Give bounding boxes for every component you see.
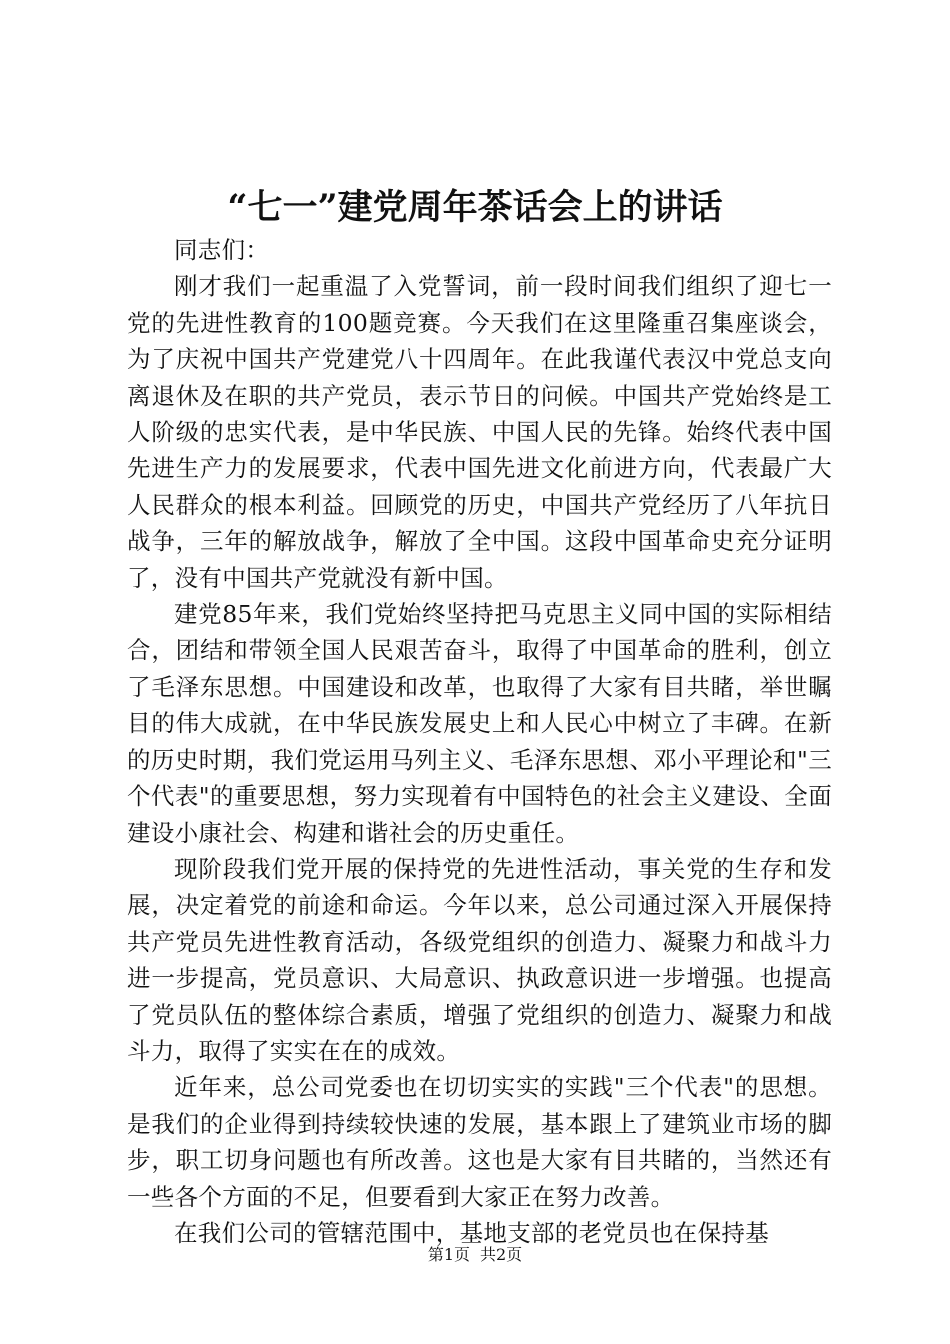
page-number-current: 第1页 [427,1245,470,1264]
page-footer [0,1244,950,1266]
paragraph: 现阶段我们党开展的保持党的先进性活动，事关党的生存和发展，决定着党的前途和命运。今年以来，总公司通过深入开展保持共产党员先进性教育活动，各级党组织的创造力、凝聚力和战斗力进一步提高，党员意识、大局意识、执政意识进一步增强。也提高了党员队伍的整体综合素质，增强了党组织的创造力、凝聚力和战斗力，取得了实实在在的成效。 [127,854,832,1065]
salutation: 同志们： [174,236,270,264]
paragraph: 近年来，总公司党委也在切切实实的实践"三个代表"的思想。是我们的企业得到持续较快速的发展，基本跟上了建筑业市场的脚步，职工切身问题也有所改善。这也是大家有目共睹的，当然还有一些各个方面的不足，但要看到大家正在努力改善。 [127,1073,832,1211]
document-body [127,232,832,1251]
paragraph: 建党85年来，我们党始终坚持把马克思主义同中国的实际相结合，团结和带领全国人民艰苦奋斗，取得了中国革命的胜利，创立了毛泽东思想。中国建设和改革，也取得了大家有目共睹，举世瞩目的伟大成就，在中华民族发展史上和人民心中树立了丰碑。在新的历史时期，我们党运用马列主义、毛泽东思想、邓小平理论和"三个代表"的重要思想，努力实现着有中国特色的社会主义建设、全面建设小康社会、构建和谐社会的历史重任。 [127,600,832,847]
document-title: “七一”建党周年茶话会上的讲话 [227,187,723,228]
paragraph: 刚才我们一起重温了入党誓词，前一段时间我们组织了迎七一党的先进性教育的100题竞赛。今天我们在这里隆重召集座谈会，为了庆祝中国共产党建党八十四周年。在此我谨代表汉中党总支向离退休及在职的共产党员，表示节日的问候。中国共产党始终是工人阶级的忠实代表，是中华民族、中国人民的先锋。始终代表中国先进生产力的发展要求，代表中国先进文化前进方向，代表最广大人民群众的根本利益。回顾党的历史，中国共产党经历了八年抗日战争，三年的解放战争，解放了全中国。这段中国革命史充分证明了，没有中国共产党就没有新中国。 [127,272,832,592]
page-number-total: 共2页 [480,1245,523,1264]
paragraph: 在我们公司的管辖范围中，基地支部的老党员也在保持基 [174,1218,769,1247]
